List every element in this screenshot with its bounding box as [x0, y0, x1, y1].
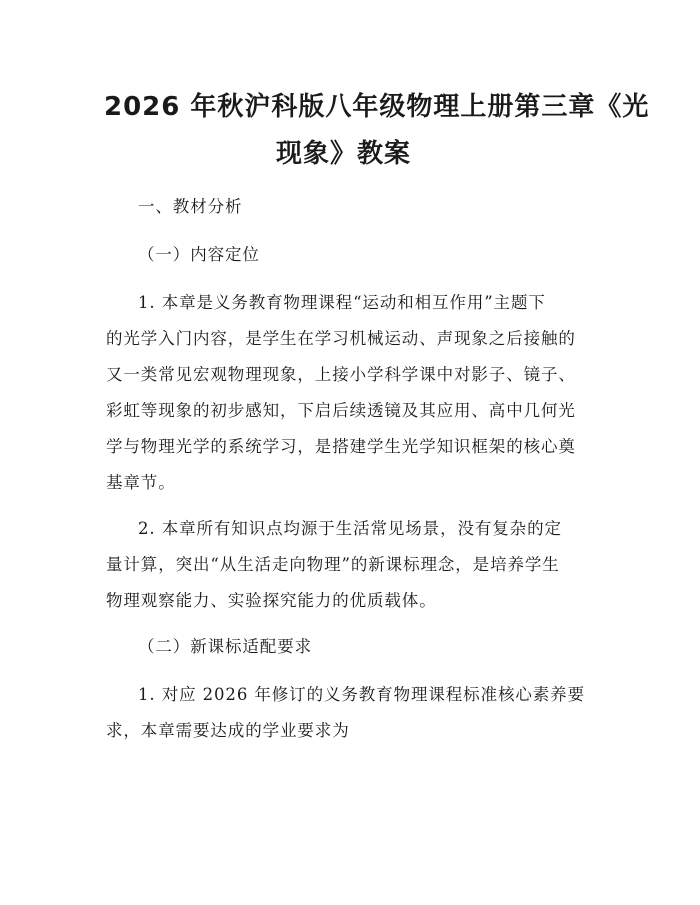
document-title-line-2: 现象》教案: [276, 139, 412, 169]
paragraph-line: 学与物理光学的系统学习，是搭建学生光学知识框架的核心奠: [106, 437, 576, 456]
paragraph-line: 又一类常见宏观物理现象，上接小学科学课中对影子、镜子、: [106, 365, 576, 384]
section-heading: 一、教材分析: [138, 197, 243, 216]
paragraph-line: 的光学入门内容，是学生在学习机械运动、声现象之后接触的: [106, 329, 576, 348]
paragraph-line: 基章节。: [106, 473, 176, 492]
paragraph-line: 物理观察能力、实验探究能力的优质载体。: [106, 591, 437, 610]
paragraph-line: 彩虹等现象的初步感知，下启后续透镜及其应用、高中几何光: [106, 401, 576, 420]
subsection-heading: （二）新课标适配要求: [138, 637, 312, 656]
subsection-heading: （一）内容定位: [138, 245, 260, 264]
paragraph-line: 2. 本章所有知识点均源于生活常见场景，没有复杂的定: [138, 519, 562, 538]
paragraph-line: 量计算，突出“从生活走向物理”的新课标理念，是培养学生: [106, 555, 560, 574]
paragraph-line: 1. 对应 2026 年修订的义务教育物理课程标准核心素养要: [138, 685, 585, 704]
document-title-line-1: 2026 年秋沪科版八年级物理上册第三章《光: [104, 92, 650, 122]
paragraph-line: 求，本章需要达成的学业要求为: [106, 721, 350, 740]
paragraph-line: 1. 本章是义务教育物理课程“运动和相互作用”主题下: [138, 293, 546, 312]
